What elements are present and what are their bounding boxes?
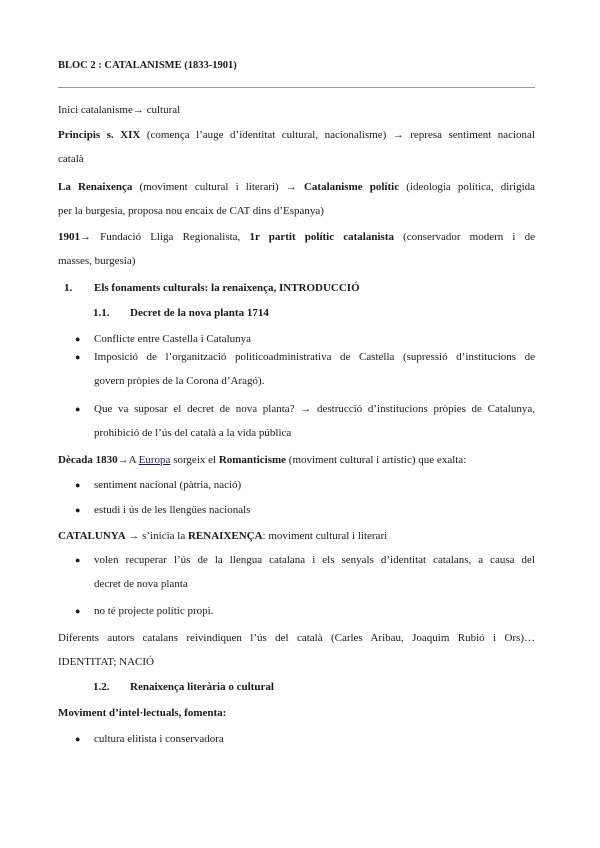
- list-item: volen recuperar l’ús de la llengua catalana i els senyals d’identitat catalans, a causa del: [94, 554, 535, 566]
- list-item-cont: govern pròpies de la Corona d’Aragó).: [94, 375, 265, 387]
- paragraph-principis-cont: català: [58, 153, 84, 165]
- paragraph-decada: Dècada 1830→A Europa sorgeix el Romanticisme (moviment cultural i artístic) que exalta:: [58, 454, 467, 466]
- paragraph-1901: 1901→ Fundació Lliga Regionalista, 1r partit polític catalanista (conservador modern i de: [58, 231, 535, 243]
- paragraph-principis: Principis s. XIX (comença l’auge d’identitat cultural, nacionalisme) → represa sentiment nacional: [58, 129, 535, 141]
- bullet-icon: ●: [75, 404, 81, 414]
- paragraph-autors: Diferents autors catalans reivindiquen l’ús del català (Carles Aribau, Joaquim Rubió i Ors)…: [58, 632, 535, 644]
- paragraph-renaixenca: La Renaixença (moviment cultural i literari) → Catalanisme polític (ideologia política, dirigida: [58, 181, 536, 193]
- paragraph-moviment: Moviment d’intel·lectuals, fomenta:: [58, 707, 227, 719]
- heading-1: Els fonaments culturals: la renaixença, INTRODUCCIÓ: [94, 282, 360, 294]
- list-item: no té projecte polític propi.: [94, 605, 214, 617]
- heading-1-2-number: 1.2.: [93, 681, 110, 693]
- bullet-icon: ●: [75, 555, 81, 565]
- bullet-icon: ●: [75, 505, 81, 515]
- bullet-icon: ●: [75, 334, 81, 344]
- list-item: sentiment nacional (pàtria, nació): [94, 479, 242, 491]
- heading-1-2: Renaixença literària o cultural: [130, 681, 274, 693]
- page-title: BLOC 2 : CATALANISME (1833-1901): [58, 60, 237, 71]
- heading-1-1-number: 1.1.: [93, 307, 110, 319]
- list-item: Que va suposar el decret de nova planta? → destrucció d’institucions pròpies de Catalunya,: [94, 403, 535, 415]
- paragraph-catalunya: CATALUNYA → s’inicia la RENAIXENÇA: moviment cultural i literari: [58, 530, 388, 542]
- paragraph-1901-cont: masses, burgesia): [58, 255, 136, 267]
- bullet-icon: ●: [75, 606, 81, 616]
- list-item: Imposició de l’organització politicoadministrativa de Castella (supressió d’institucions de: [94, 351, 535, 363]
- bullet-icon: ●: [75, 734, 81, 744]
- list-item: estudi i ús de les llengües nacionals: [94, 504, 251, 516]
- heading-1-1: Decret de la nova planta 1714: [130, 307, 269, 319]
- paragraph-renaixenca-cont: per la burgesia, proposa nou encaix de CAT dins d’Espanya): [58, 205, 324, 217]
- list-item: cultura elitista i conservadora: [94, 733, 224, 745]
- title-divider: [58, 87, 535, 88]
- list-item: Conflicte entre Castella i Catalunya: [94, 333, 252, 345]
- europa-link[interactable]: Europa: [138, 454, 171, 466]
- bullet-icon: ●: [75, 480, 81, 490]
- list-item-cont: decret de nova planta: [94, 578, 188, 590]
- bullet-icon: ●: [75, 352, 81, 362]
- paragraph-autors-cont: IDENTITAT; NACIÓ: [58, 656, 154, 668]
- heading-1-number: 1.: [64, 282, 73, 294]
- list-item-cont: prohibició de l’ús del català a la vida pública: [94, 427, 292, 439]
- paragraph-inici: Inici catalanisme→ cultural: [58, 104, 181, 116]
